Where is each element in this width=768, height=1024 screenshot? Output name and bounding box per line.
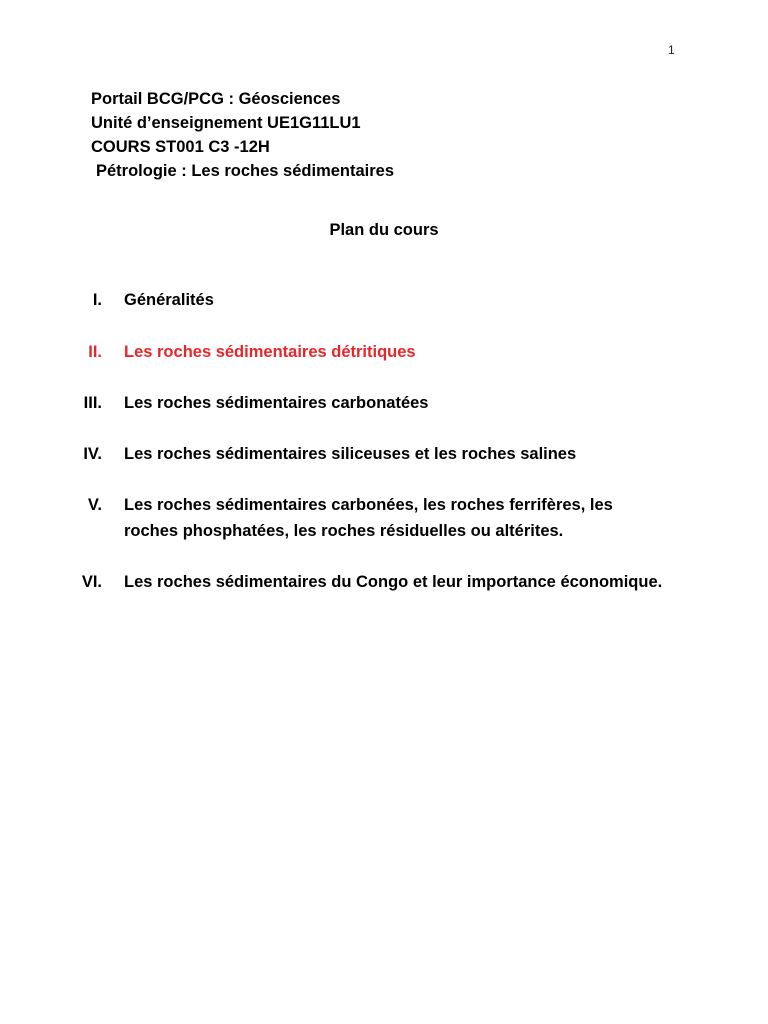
outline-text: Les roches sédimentaires détritiques bbox=[124, 343, 416, 361]
outline-number: II. bbox=[88, 343, 102, 361]
outline-number: IV. bbox=[83, 445, 102, 463]
course-header bbox=[91, 87, 394, 183]
plan-title: Plan du cours bbox=[329, 221, 439, 239]
outline-number: V. bbox=[87, 496, 102, 514]
header-subject: Pétrologie : Les roches sédimentaires bbox=[96, 162, 395, 180]
outline-text: Les roches sédimentaires carbonatées bbox=[124, 394, 429, 412]
outline-text: Les roches sédimentaires du Congo et leur importance économique. bbox=[124, 573, 663, 591]
outline-text: Les roches sédimentaires siliceuses et les roches salines bbox=[124, 445, 577, 463]
outline-number: I. bbox=[92, 291, 102, 309]
header-course-code: COURS ST001 C3 -12H bbox=[91, 138, 270, 156]
outline-text: Les roches sédimentaires carbonées, les roches ferrifères, les roches phosphatées, les roches résiduelles ou altérites. bbox=[124, 496, 613, 540]
header-teaching-unit: Unité d’enseignement UE1G11LU1 bbox=[91, 114, 361, 132]
outline-number: III. bbox=[83, 394, 102, 412]
outline-text: Généralités bbox=[124, 291, 214, 309]
page-number: 1 bbox=[668, 43, 675, 57]
header-portal: Portail BCG/PCG : Géosciences bbox=[91, 90, 341, 108]
outline-number: VI. bbox=[81, 573, 102, 591]
